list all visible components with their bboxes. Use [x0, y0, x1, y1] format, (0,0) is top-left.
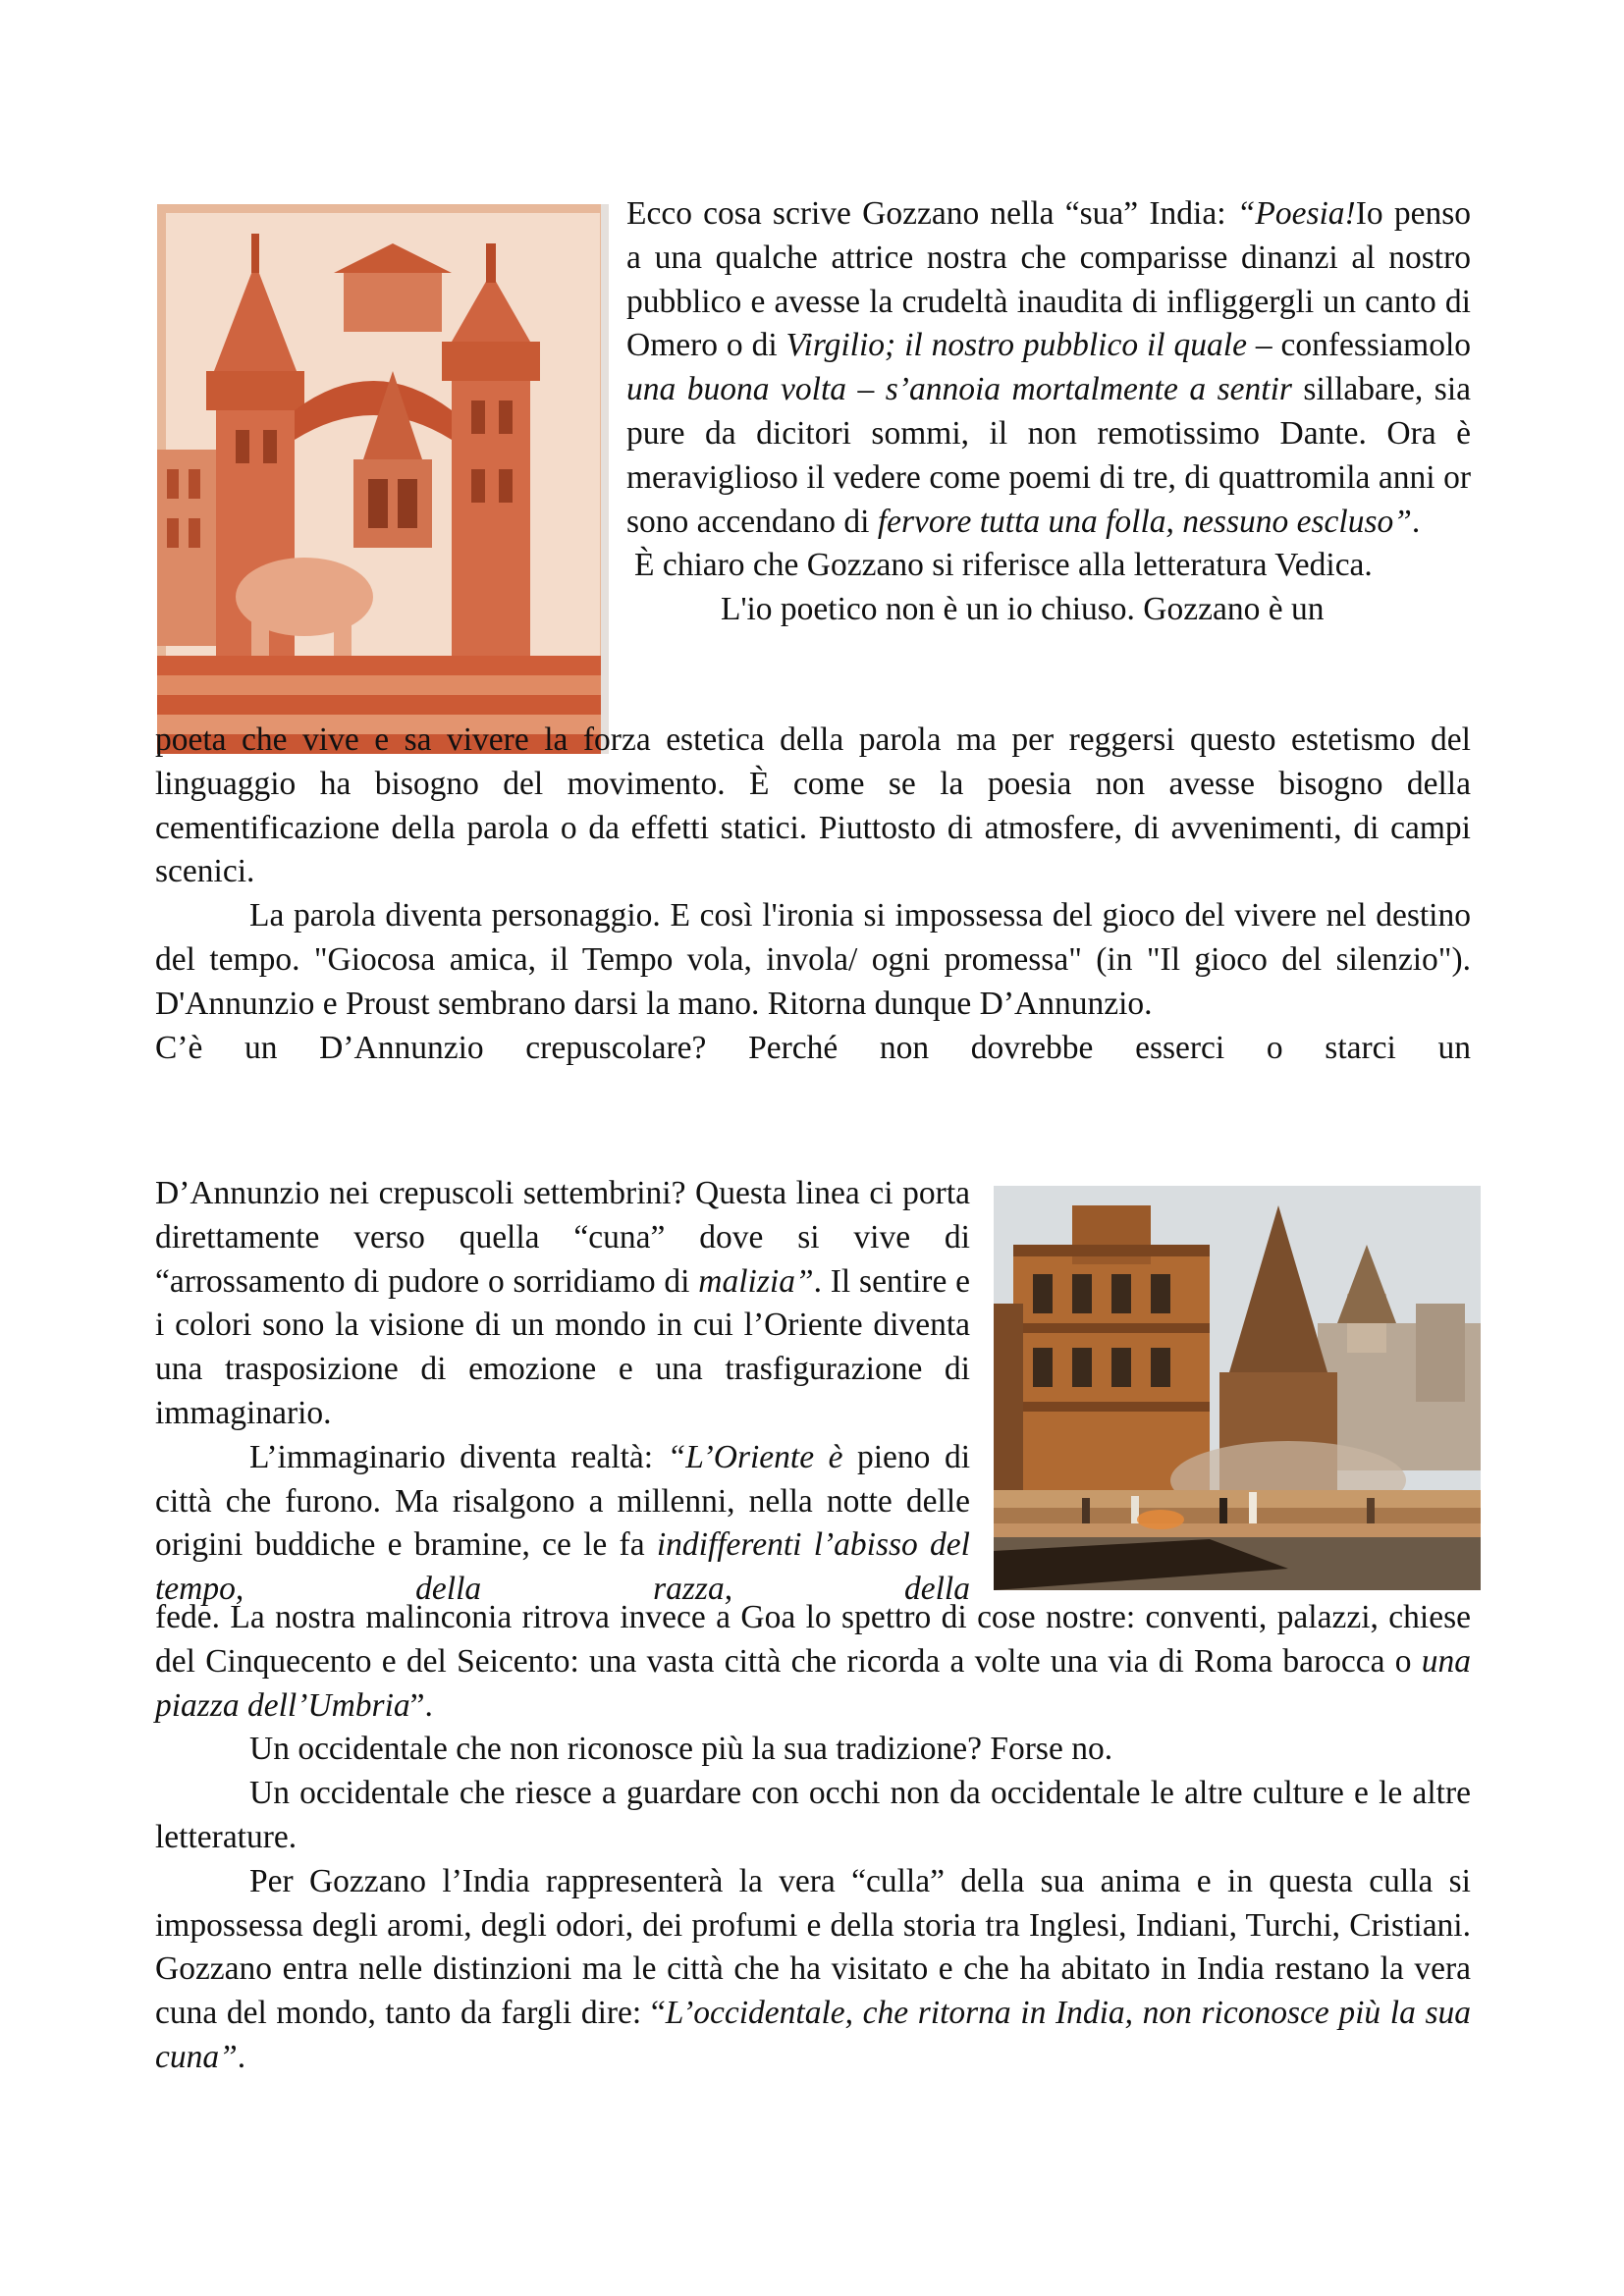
italic-span: “L’Oriente è [667, 1438, 843, 1475]
text-span: fede. La nostra malinconia ritrova invece a Goa lo spettro di cose nostre: conventi, palazzi, chiese del Cinquecento e del Seicento: una vasta città che ricorda a volte una via di Roma barocca o [155, 1599, 1471, 1680]
temple-illustration [157, 204, 609, 754]
opening-paragraph [626, 192, 1471, 632]
italic-span: fervore tutta una folla, nessuno escluso” [877, 503, 1412, 540]
paragraph-vedica: È chiaro che Gozzano si riferisce alla letteratura Vedica. [634, 547, 1373, 584]
ghats-drawing [994, 1186, 1481, 1590]
italic-span: indifferenti l’abisso del tempo, della razza, della [155, 1526, 970, 1608]
italic-span: una piazza dell’Umbria [155, 1642, 1471, 1724]
text-span: ”. [409, 1686, 433, 1724]
paragraph-io-poetico-first-line: L'io poetico non è un io chiuso. Gozzano è un [721, 591, 1325, 628]
text-span: . [237, 2038, 246, 2075]
paragraph-parola-personaggio: La parola diventa personaggio. E così l'ironia si impossessa del gioco del vivere nel destino del tempo. "Giocosa amica, il Tempo vola, invola/ ogni promessa" (in "Il gioco del silenzio"). D'Annunzio e Proust sembrano darsi la mano. Ritorna dunque D’Annunzio. [155, 897, 1471, 1022]
text-span: D’Annunzio nei crepuscoli settembrini? Questa linea ci porta direttamente verso quella “cuna” dove si vive di “arrossamento di pudore o sorridiamo di [155, 1175, 970, 1300]
paragraph-occidentale-culture: Un occidentale che riesce a guardare con occhi non da occidentale le altre culture e le altre letterature. [155, 1775, 1471, 1855]
closing-section [155, 1596, 1471, 2080]
text-span: . [1411, 503, 1421, 540]
text-span: Ecco cosa scrive Gozzano nella “sua” India: [626, 195, 1237, 232]
text-span: . Il sentire e i colori sono la visione di un mondo in cui l’Oriente diventa una trasposizione di emozione e una trasfigurazione di immaginario. [155, 1262, 970, 1431]
text-span: Io penso a una qualche attrice nostra che comparisse dinanzi al nostro pubblico e avesse la crudeltà inaudita di infliggergli un canto di Omero o di [626, 195, 1471, 364]
full-width-section [155, 719, 1471, 1070]
italic-span: Virgilio; il nostro pubblico il quale [785, 327, 1247, 364]
paragraph-quote-poesia [626, 192, 1471, 544]
italic-span: una buona volta – s’annoia mortalmente a sentir [626, 371, 1292, 408]
italic-span: malizia” [698, 1262, 814, 1300]
paragraph-culla [155, 1860, 1471, 2080]
narrow-column [155, 1172, 970, 1612]
paragraph-dannunzio [155, 1172, 970, 1436]
text-span: – confessiamolo [1246, 327, 1472, 364]
italic-span: L’occidentale, che ritorna in India, non riconosce più la sua cuna” [155, 1995, 1472, 2075]
paragraph-goa [155, 1596, 1471, 1728]
paragraph-io-poetico: poeta che vive e sa vivere la forza estetica della parola ma per reggersi questo estetismo del linguaggio ha bisogno del movimento. È come se la poesia non avesse bisogno della cementificazione della parola o da effetti statici. Piuttosto di atmosfere, di avvenimenti, di campi scenici. [155, 721, 1471, 890]
text-span: Per Gozzano l’India rappresenterà la vera “culla” della sua anima e in questa culla si impossessa degli aromi, degli odori, dei profumi e della storia tra Inglesi, Indiani, Turchi, Cristiani. Gozzano entra nelle distinzioni ma le città che ha visitato e che ha abitato in India restano la vera cuna del mondo, tanto da fargli dire: “ [155, 1862, 1471, 2032]
temple-drawing [157, 204, 609, 754]
text-span: L’immaginario diventa realtà: [249, 1438, 668, 1475]
paragraph-immaginario [155, 1436, 970, 1612]
text-span: sillabare, sia pure da dicitori sommi, il non remotissimo Dante. Ora è meraviglioso il vedere come poemi di tre, di quattromila anni or sono accendano di [626, 371, 1471, 540]
italic-span: “Poesia! [1236, 195, 1356, 232]
paragraph-occidentale-tradizione: Un occidentale che non riconosce più la sua tradizione? Forse no. [249, 1731, 1113, 1768]
varanasi-ghats-photo [994, 1186, 1481, 1590]
text-span: pieno di città che furono. Ma risalgono a millenni, nella notte delle origini buddiche e bramine, ce le fa [155, 1438, 971, 1564]
paragraph-dannunzio-first-line: C’è un D’Annunzio crepuscolare? Perché non dovrebbe esserci o starci un [155, 1029, 1471, 1066]
